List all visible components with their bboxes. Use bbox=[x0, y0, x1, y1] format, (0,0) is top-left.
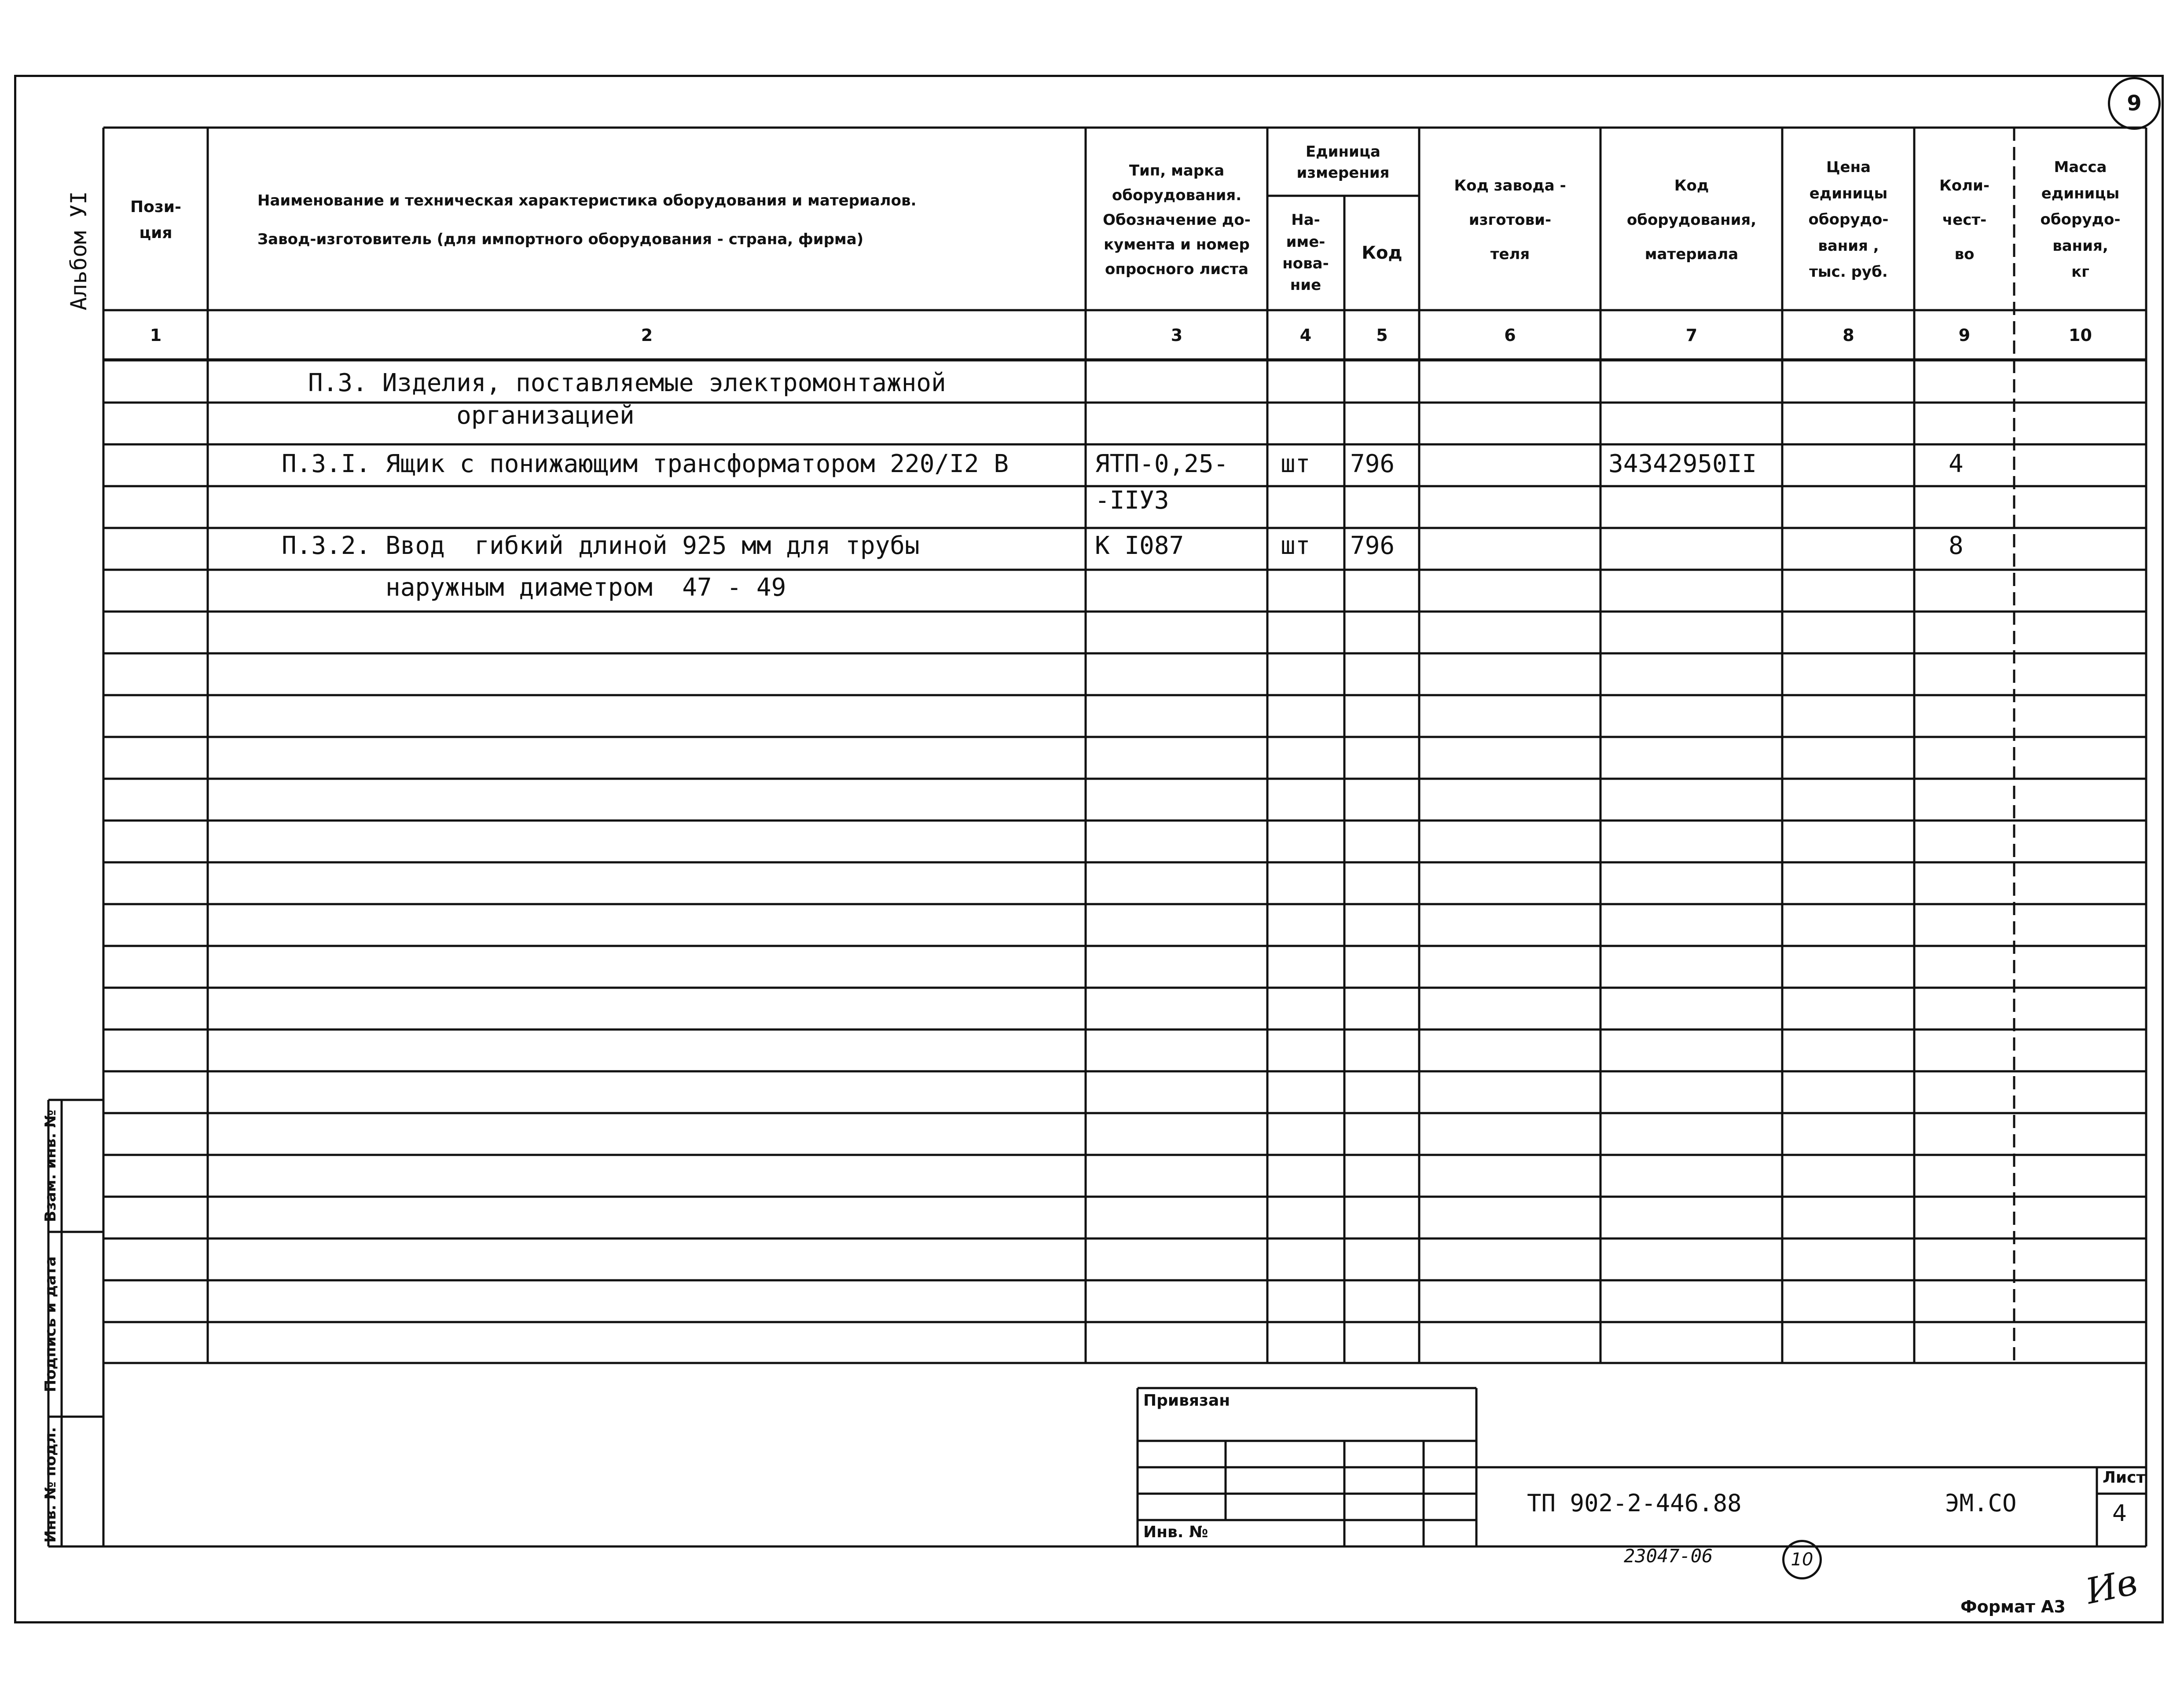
sheet-badge-number: 9 bbox=[2127, 91, 2142, 116]
column-number-7: 7 bbox=[1685, 326, 1698, 345]
header-unit-code: Код bbox=[1362, 243, 1402, 263]
album-label: Альбом УI bbox=[66, 191, 92, 311]
item-name: П.3. Изделия, поставляемые электромонтажной bbox=[308, 369, 946, 397]
header-name: Наименование и техническая характеристика оборудования и материалов. Завод-изготовитель (для импортного оборудования - страна, фирма) bbox=[257, 191, 917, 248]
item-name: П.3.I. Ящик с понижающим трансформатором 220/I2 В bbox=[282, 450, 1009, 478]
column-number-6: 6 bbox=[1504, 326, 1516, 345]
inv-label: Инв. № bbox=[1143, 1523, 1208, 1541]
header-mass: Масса единицы оборудо- вания, кг bbox=[2040, 158, 2121, 281]
attached-label: Привязан bbox=[1143, 1392, 1230, 1410]
column-number-5: 5 bbox=[1376, 326, 1388, 345]
item-name: организацией bbox=[308, 401, 635, 430]
item-name: П.3.2. Ввод гибкий длиной 925 мм для трубы bbox=[282, 531, 920, 560]
item-unit: шт bbox=[1281, 450, 1310, 478]
sheet-label: Лист bbox=[2103, 1469, 2146, 1487]
header-price: Цена единицы оборудо- вания , тыс. руб. bbox=[1808, 158, 1889, 281]
stamp-replacement-inv: Взам. инв. № bbox=[42, 1110, 59, 1222]
doc-mark: ЭМ.СО bbox=[1945, 1489, 2017, 1517]
header-plant-code: Код завода - изготови- теля bbox=[1454, 176, 1566, 264]
header-quantity: Коли- чест- во bbox=[1939, 176, 1989, 264]
header-equip-code: Код оборудования, материала bbox=[1626, 176, 1757, 264]
column-number-4: 4 bbox=[1299, 326, 1312, 345]
handwritten-initials: Ив bbox=[2082, 1561, 2141, 1612]
circled-number bbox=[1782, 1540, 1822, 1579]
column-number-3: 3 bbox=[1171, 326, 1183, 345]
archive-number: 23047-06 bbox=[1624, 1545, 1713, 1567]
doc-code: ТП 902-2-446.88 bbox=[1527, 1489, 1742, 1517]
item-equip-code: 34342950II bbox=[1608, 450, 1757, 478]
column-number-1: 1 bbox=[150, 326, 162, 345]
item-type: -IIУЗ bbox=[1095, 486, 1169, 515]
circled-number-text: 10 bbox=[1791, 1550, 1813, 1570]
format-label: Формат А3 bbox=[1960, 1597, 2066, 1616]
header-unit-name: На- име- нова- ние bbox=[1282, 211, 1329, 294]
stamp-signature-date: Подпись и дата bbox=[42, 1256, 59, 1392]
item-name: наружным диаметром 47 - 49 bbox=[282, 573, 786, 602]
column-number-10: 10 bbox=[2069, 326, 2092, 345]
column-number-9: 9 bbox=[1958, 326, 1971, 345]
header-type: Тип, марка оборудования. Обозначение до- кумента и номер опросного листа bbox=[1103, 161, 1251, 278]
sheet-number: 4 bbox=[2112, 1500, 2127, 1527]
column-number-2: 2 bbox=[641, 326, 653, 345]
item-quantity: 4 bbox=[1949, 450, 1964, 478]
header-unit-group: Единица измерения bbox=[1296, 143, 1390, 182]
header-position: Пози- ция bbox=[130, 198, 181, 242]
item-type: ЯТП-0,25- bbox=[1095, 450, 1229, 478]
item-unit-code: 796 bbox=[1350, 531, 1395, 560]
column-number-8: 8 bbox=[1843, 326, 1854, 345]
item-quantity: 8 bbox=[1949, 531, 1964, 560]
stamp-original-inv: Инв. № подл. bbox=[42, 1427, 59, 1543]
item-unit: шт bbox=[1281, 531, 1310, 560]
item-unit-code: 796 bbox=[1350, 450, 1395, 478]
item-type: К I087 bbox=[1095, 531, 1184, 560]
